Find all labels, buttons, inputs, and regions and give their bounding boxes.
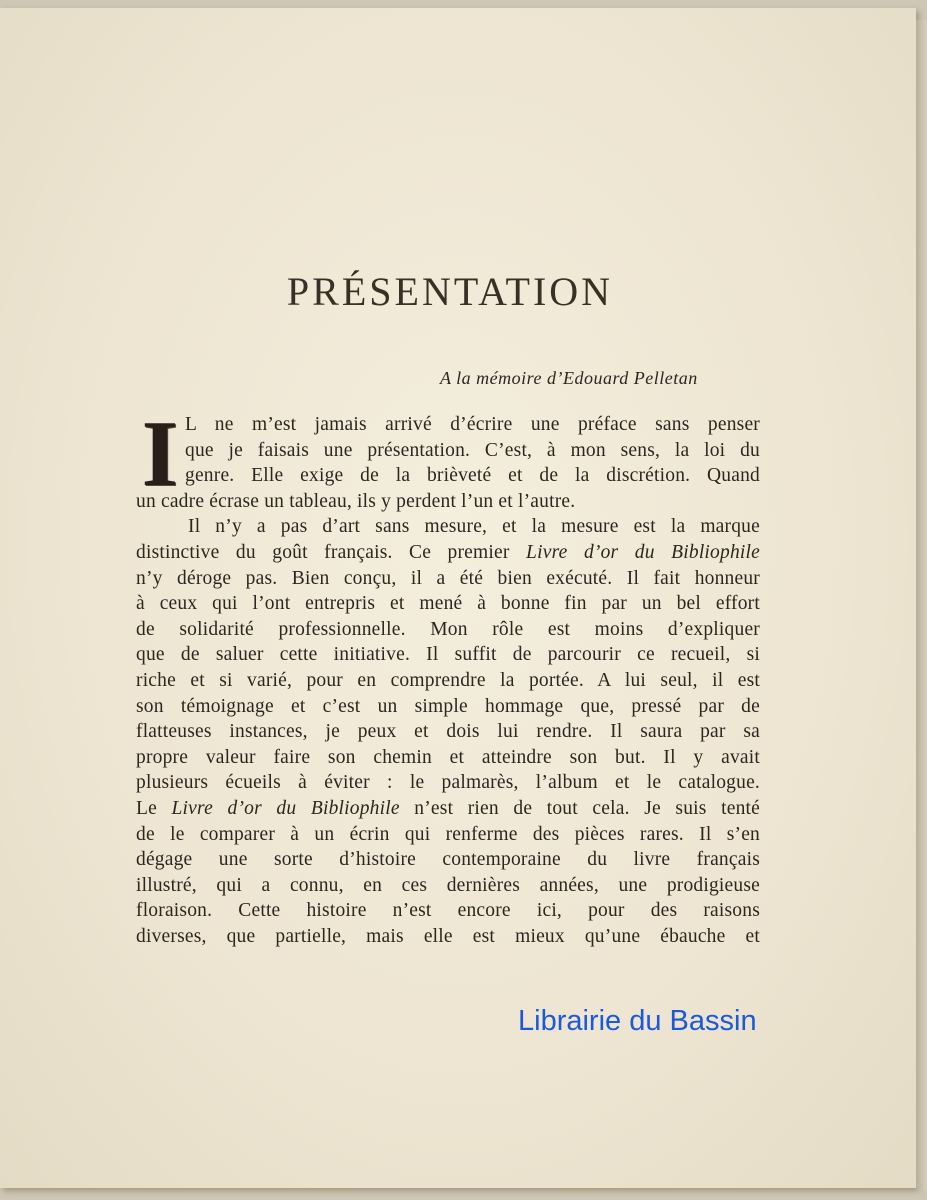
page-title: PRÉSENTATION bbox=[286, 269, 614, 314]
text-line: illustré, qui a connu, en ces dernières années, une prodigieuse bbox=[136, 874, 760, 896]
text-line: n’y déroge pas. Bien conçu, il a été bien exécuté. Il fait honneur bbox=[136, 567, 760, 589]
drop-cap: I bbox=[141, 402, 179, 506]
watermark: Librairie du Bassin bbox=[518, 1005, 757, 1037]
text-line: dégage une sorte d’histoire contemporaine du livre français bbox=[136, 849, 760, 871]
book-title: Livre d’or du Bibliophile bbox=[171, 797, 400, 819]
text-line: flatteuses instances, je peux et dois lui rendre. Il saura par sa bbox=[136, 721, 760, 743]
text-line: genre. Elle exige de la brièveté et de la discrétion. Quand bbox=[185, 465, 760, 487]
text-fragment: Le bbox=[136, 797, 157, 819]
text-fragment: distinctive du goût français. Ce premier bbox=[136, 541, 510, 563]
text-line: L ne m’est jamais arrivé d’écrire une préface sans penser bbox=[185, 414, 760, 435]
text-line: un cadre écrase un tableau, ils y perdent l’un et l’autre. bbox=[136, 490, 576, 512]
text-line: son témoignage et c’est un simple hommage que, pressé par de bbox=[136, 695, 760, 717]
text-line: plusieurs écueils à éviter : le palmarès, l’album et le catalogue. bbox=[136, 772, 760, 794]
text-line: à ceux qui l’ont entrepris et mené à bonne fin par un bel effort bbox=[136, 593, 760, 615]
text-line: diverses, que partielle, mais elle est mieux qu’une ébauche et bbox=[136, 925, 760, 947]
body-text bbox=[136, 402, 760, 949]
text-line: propre valeur faire son chemin et atteindre son but. Il y avait bbox=[136, 746, 760, 768]
book-title: Livre d’or du Bibliophile bbox=[526, 541, 760, 563]
text-line bbox=[136, 540, 760, 566]
text-line: de solidarité professionnelle. Mon rôle est moins d’expliquer bbox=[136, 618, 760, 640]
page-edge bbox=[916, 20, 927, 1190]
text-line: Il n’y a pas d’art sans mesure, et la mesure est la marque bbox=[188, 516, 760, 538]
text-line: de le comparer à un écrin qui renferme des pièces rares. Il s’en bbox=[136, 823, 760, 845]
text-fragment: n’est rien de tout cela. Je suis tenté bbox=[414, 797, 760, 819]
text-line: riche et si varié, pour en comprendre la portée. A lui seul, il est bbox=[136, 669, 760, 691]
text-line: que de saluer cette initiative. Il suffit de parcourir ce recueil, si bbox=[136, 644, 760, 666]
text-line bbox=[136, 796, 760, 822]
text-line: floraison. Cette histoire n’est encore ici, pour des raisons bbox=[136, 900, 760, 922]
dedication: A la mémoire d’Edouard Pelletan bbox=[440, 368, 698, 388]
text-line: que je faisais une présentation. C’est, à mon sens, la loi du bbox=[185, 439, 760, 461]
